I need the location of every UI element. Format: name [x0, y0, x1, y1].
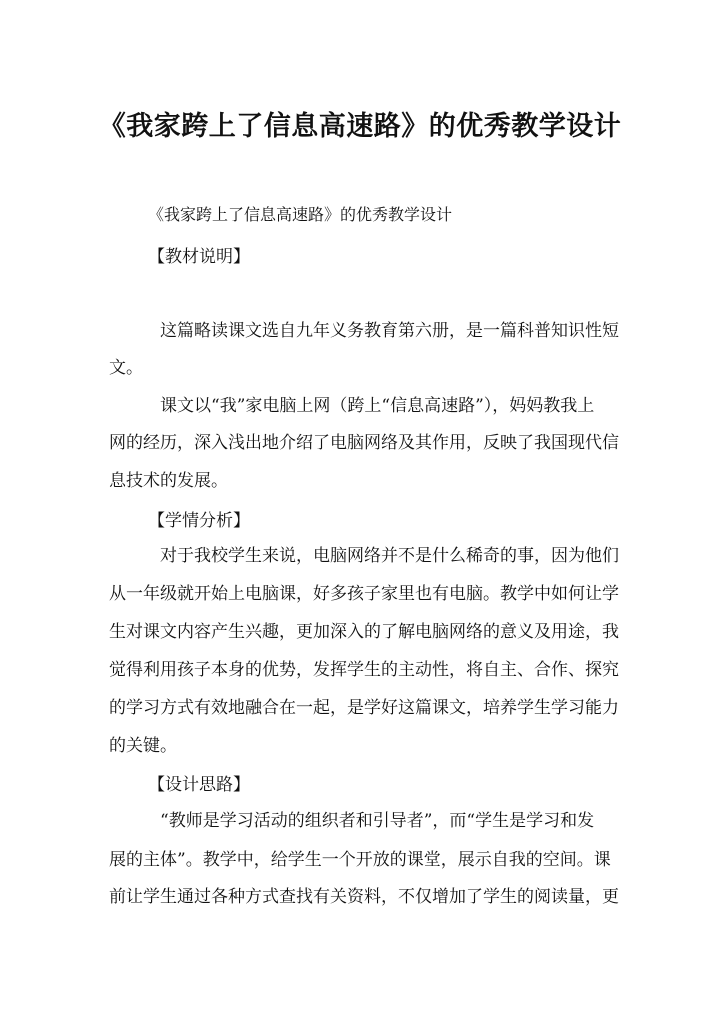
text-line: 前让学生通过各种方式查找有关资料，不仅增加了学生的阅读量，更: [109, 887, 619, 907]
text-line: 对于我校学生来说，电脑网络并不是什么稀奇的事，因为他们: [160, 546, 619, 566]
document-subtitle: 《我家跨上了信息高速路》的优秀教学设计: [148, 205, 453, 224]
text-line: 息技术的发展。: [109, 471, 228, 491]
text-line: 网的经历，深入浅出地介绍了电脑网络及其作用，反映了我国现代信: [109, 433, 619, 453]
section-heading-material: 【教材说明】: [148, 247, 250, 267]
text-line: 觉得利用孩子本身的优势，发挥学生的主动性，将自主、合作、探究: [109, 660, 619, 680]
section-heading-design-idea: 【设计思路】: [148, 775, 250, 795]
text-line: 文。: [109, 358, 143, 378]
text-line: 从一年级就开始上电脑课，好多孩子家里也有电脑。教学中如何让学: [109, 584, 619, 604]
section-heading-learning-analysis: 【学情分析】: [148, 511, 250, 531]
text-line: 课文以“我”家电脑上网（跨上“信息高速路”），妈妈教我上: [160, 396, 595, 416]
document-title: 《我家跨上了信息高速路》的优秀教学设计: [98, 111, 622, 142]
text-line: 这篇略读课文选自九年义务教育第六册，是一篇科普知识性短: [160, 321, 619, 341]
text-line: 展的主体”。教学中，给学生一个开放的课堂，展示自我的空间。课: [109, 850, 611, 870]
text-line: “教师是学习活动的组织者和引导者”，而“学生是学习和发: [160, 811, 595, 831]
text-line: 生对课文内容产生兴趣，更加深入的了解电脑网络的意义及用途，我: [109, 622, 619, 642]
text-line: 的学习方式有效地融合在一起，是学好这篇课文，培养学生学习能力: [109, 698, 619, 718]
text-line: 的关键。: [109, 736, 177, 756]
